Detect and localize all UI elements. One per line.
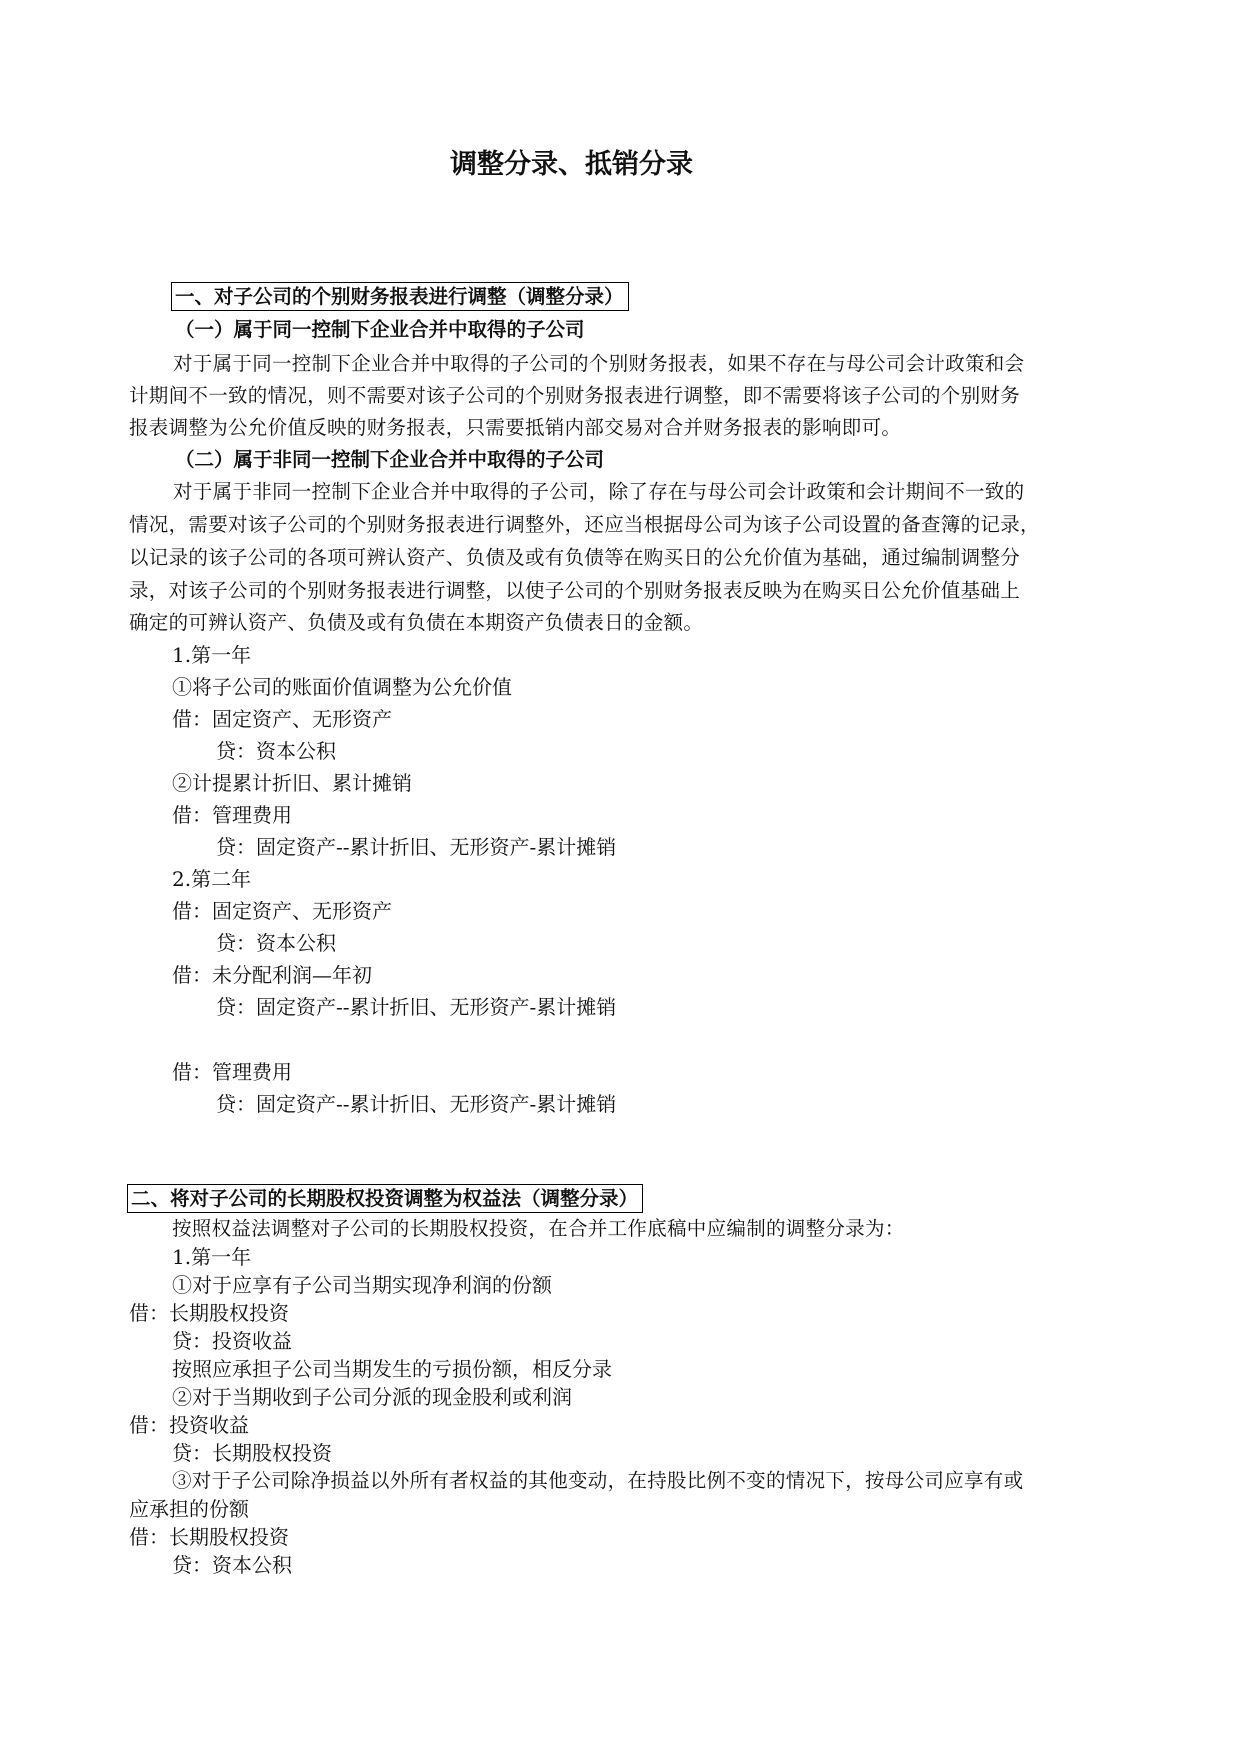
subsection-heading-2: （二）属于非同一控制下企业合并中取得的子公司 xyxy=(175,448,605,471)
debit-entry: 借：管理费用 xyxy=(172,1060,292,1084)
credit-entry: 贷：资本公积 xyxy=(216,739,336,763)
paragraph-line: 按照权益法调整对子公司的长期股权投资，在合并工作底稿中应编制的调整分录为： xyxy=(172,1217,905,1240)
credit-entry: 贷：固定资产--累计折旧、无形资产-累计摊销 xyxy=(216,1092,617,1116)
entry-step: ②计提累计折旧、累计摊销 xyxy=(172,771,412,795)
note-line: 按照应承担子公司当期发生的亏损份额，相反分录 xyxy=(172,1357,612,1381)
debit-entry: 借：管理费用 xyxy=(172,803,292,827)
paragraph-line: 确定的可辨认资产、负债及或有负债在本期资产负债表日的金额。 xyxy=(129,611,704,634)
entry-step: ①将子公司的账面价值调整为公允价值 xyxy=(172,675,512,699)
credit-entry: 贷：固定资产--累计折旧、无形资产-累计摊销 xyxy=(216,835,617,859)
paragraph-line: 情况，需要对该子公司的个别财务报表进行调整外，还应当根据母公司为该子公司设置的备查簿的记录， xyxy=(129,513,1040,536)
paragraph-line: 以记录的该子公司的各项可辨认资产、负债及或有负债等在购买日的公允价值为基础，通过编制调整分 xyxy=(129,546,1021,569)
page-title: 调整分录、抵销分录 xyxy=(450,149,693,180)
subsection-heading-1: （一）属于同一控制下企业合并中取得的子公司 xyxy=(175,318,585,341)
debit-entry: 借：固定资产、无形资产 xyxy=(172,707,392,731)
entry-step: ②对于当期收到子公司分派的现金股利或利润 xyxy=(172,1385,572,1409)
year-label: 2.第二年 xyxy=(172,867,252,891)
credit-entry: 贷：固定资产--累计折旧、无形资产-累计摊销 xyxy=(216,995,617,1019)
credit-entry: 贷：资本公积 xyxy=(216,931,336,955)
debit-entry: 借：长期股权投资 xyxy=(129,1301,289,1325)
section-heading-2: 二、将对子公司的长期股权投资调整为权益法（调整分录） xyxy=(127,1184,643,1213)
credit-entry: 贷：长期股权投资 xyxy=(172,1441,332,1465)
year-label: 1.第一年 xyxy=(172,643,252,667)
debit-entry: 借：未分配利润—年初 xyxy=(172,963,372,987)
debit-entry: 借：固定资产、无形资产 xyxy=(172,899,392,923)
section-heading-1: 一、对子公司的个别财务报表进行调整（调整分录） xyxy=(171,282,629,311)
paragraph-line: 对于属于同一控制下企业合并中取得的子公司的个别财务报表，如果不存在与母公司会计政策和会 xyxy=(173,352,1025,375)
paragraph-line: 录，对该子公司的个别财务报表进行调整，以使子公司的个别财务报表反映为在购买日公允价值基础上 xyxy=(129,579,1021,602)
credit-entry: 贷：投资收益 xyxy=(172,1329,292,1353)
paragraph-line: 对于属于非同一控制下企业合并中取得的子公司，除了存在与母公司会计政策和会计期间不一致的 xyxy=(173,480,1025,503)
debit-entry: 借：长期股权投资 xyxy=(129,1525,289,1549)
entry-step: ①对于应享有子公司当期实现净利润的份额 xyxy=(172,1273,552,1297)
entry-step-continued: 应承担的份额 xyxy=(129,1497,249,1521)
debit-entry: 借：投资收益 xyxy=(129,1413,249,1437)
entry-step: ③对于子公司除净损益以外所有者权益的其他变动，在持股比例不变的情况下，按母公司应享有或 xyxy=(172,1469,1024,1492)
year-label: 1.第一年 xyxy=(172,1245,252,1269)
paragraph-line: 报表调整为公允价值反映的财务报表，只需要抵销内部交易对合并财务报表的影响即可。 xyxy=(129,416,902,439)
paragraph-line: 计期间不一致的情况，则不需要对该子公司的个别财务报表进行调整，即不需要将该子公司的个别财务 xyxy=(129,384,1021,407)
credit-entry: 贷：资本公积 xyxy=(172,1553,292,1577)
